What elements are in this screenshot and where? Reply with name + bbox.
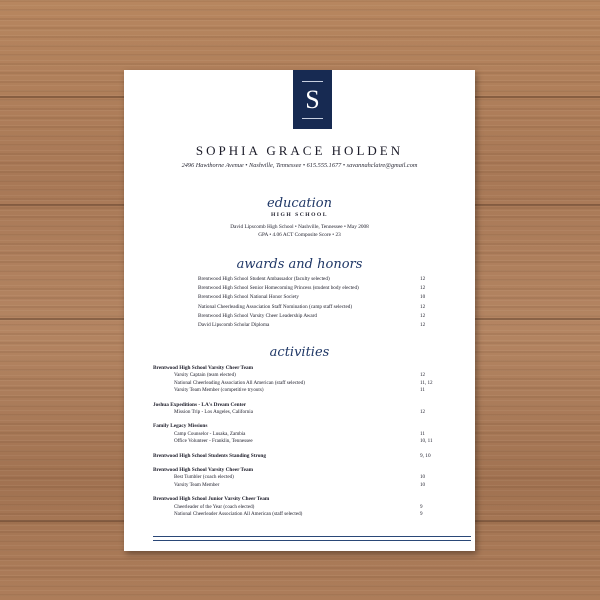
- activity-grade: 11: [420, 430, 425, 437]
- activity-item: [174, 438, 454, 444]
- award-item: [198, 294, 438, 300]
- activity-grade: 10: [420, 474, 426, 481]
- activity-group-title: Brentwood High School Varsity Cheer Team: [153, 365, 254, 371]
- award-item: [198, 313, 438, 319]
- activity-text: Cheerleader of the Year (coach elected): [174, 503, 255, 510]
- activity-text: Mission Trip - Los Angeles, California: [174, 409, 253, 415]
- activity-text: Camp Counselor - Lusaka, Zambia: [174, 430, 246, 437]
- activity-item: [174, 431, 454, 437]
- awards-heading: awards and honors: [236, 257, 363, 272]
- resume-name: SOPHIA GRACE HOLDEN: [195, 143, 404, 158]
- award-text: National Cheerleading Association Staff Nomination (camp staff selected): [198, 303, 353, 310]
- contact-line: 2496 Hawthorne Avenue • Nashville, Tennessee • 615.555.1677 • savannahclaire@gmail.com: [181, 162, 418, 169]
- activity-text: Varsity Team Member: [174, 481, 220, 488]
- activity-item: [174, 482, 454, 488]
- activity-item: [174, 409, 454, 415]
- footer-rule-bottom: [153, 540, 471, 541]
- activity-grade: 11: [420, 387, 425, 394]
- award-item: [198, 322, 438, 328]
- activity-group-grade: 9, 10: [420, 452, 431, 459]
- activity-grade: 11, 12: [420, 379, 433, 386]
- activity-text: Office Volunteer - Franklin, Tennessee: [174, 438, 253, 445]
- award-text: Brentwood High School Student Ambassador (faculty selected): [198, 276, 330, 282]
- award-grade: 12: [420, 322, 426, 328]
- activity-item: [174, 474, 454, 480]
- award-item: [198, 304, 438, 310]
- activity-grade: 9: [420, 511, 423, 517]
- award-text: Brentwood High School Varsity Cheer Leadership Award: [198, 312, 318, 319]
- activity-item: [174, 380, 454, 386]
- activity-grade: 12: [420, 409, 426, 415]
- activity-grade: 10: [420, 481, 426, 488]
- activity-group-title: Joshua Expeditions - LA's Dream Center: [153, 401, 247, 408]
- activity-item: [174, 504, 454, 510]
- education-scores-line: GPA • 4.06 ACT Composite Score • 23: [258, 232, 341, 238]
- award-text: Brentwood High School National Honor Society: [198, 294, 299, 301]
- education-heading: education: [267, 196, 332, 211]
- activity-text: National Cheerleading Association All American (staff selected): [174, 379, 305, 386]
- education-school-line: David Lipscomb High School • Nashville, Tennessee • May 2008: [230, 224, 369, 230]
- award-grade: 12: [420, 303, 426, 310]
- activity-text: Best Tumbler (coach elected): [174, 474, 234, 481]
- monogram-letter: S: [305, 85, 320, 114]
- monogram-bottom-rule: [302, 118, 323, 119]
- award-item: [198, 285, 438, 291]
- activity-grade: 12: [420, 372, 426, 379]
- activity-text: Varsity Captain (team elected): [174, 372, 236, 379]
- footer-rule-top: [153, 536, 471, 537]
- monogram-top-rule: [302, 81, 323, 82]
- award-text: David Lipscomb Scholar Diploma: [198, 322, 270, 328]
- activity-grade: 9: [420, 503, 423, 510]
- activity-group-title: Brentwood High School Junior Varsity Cheer Team: [153, 496, 270, 503]
- education-subheading: HIGH SCHOOL: [270, 212, 329, 218]
- award-grade: 12: [420, 312, 426, 319]
- activity-grade: 10, 11: [420, 438, 433, 445]
- activity-text: National Cheerleader Association All American (staff selected): [174, 511, 303, 517]
- activity-item: [174, 372, 454, 378]
- activity-group-title: Family Legacy Missions: [153, 423, 208, 430]
- resume-sheet: [124, 70, 475, 551]
- award-grade: 12: [420, 285, 426, 292]
- award-grade: 12: [420, 276, 426, 282]
- award-text: Brentwood High School Senior Homecoming Princess (student body elected): [198, 285, 359, 292]
- activities-heading: activities: [269, 345, 330, 360]
- activity-group-title: Brentwood High School Varsity Cheer Team: [153, 467, 254, 473]
- activity-item: [174, 387, 454, 393]
- award-item: [198, 276, 438, 282]
- activity-item: [174, 511, 454, 517]
- activity-text: Varsity Team Member (competitive tryouts): [174, 387, 264, 394]
- monogram-badge: [293, 70, 332, 129]
- activity-group-title: Brentwood High School Students Standing Strong 9, 10: [153, 452, 431, 459]
- award-grade: 10: [420, 294, 426, 301]
